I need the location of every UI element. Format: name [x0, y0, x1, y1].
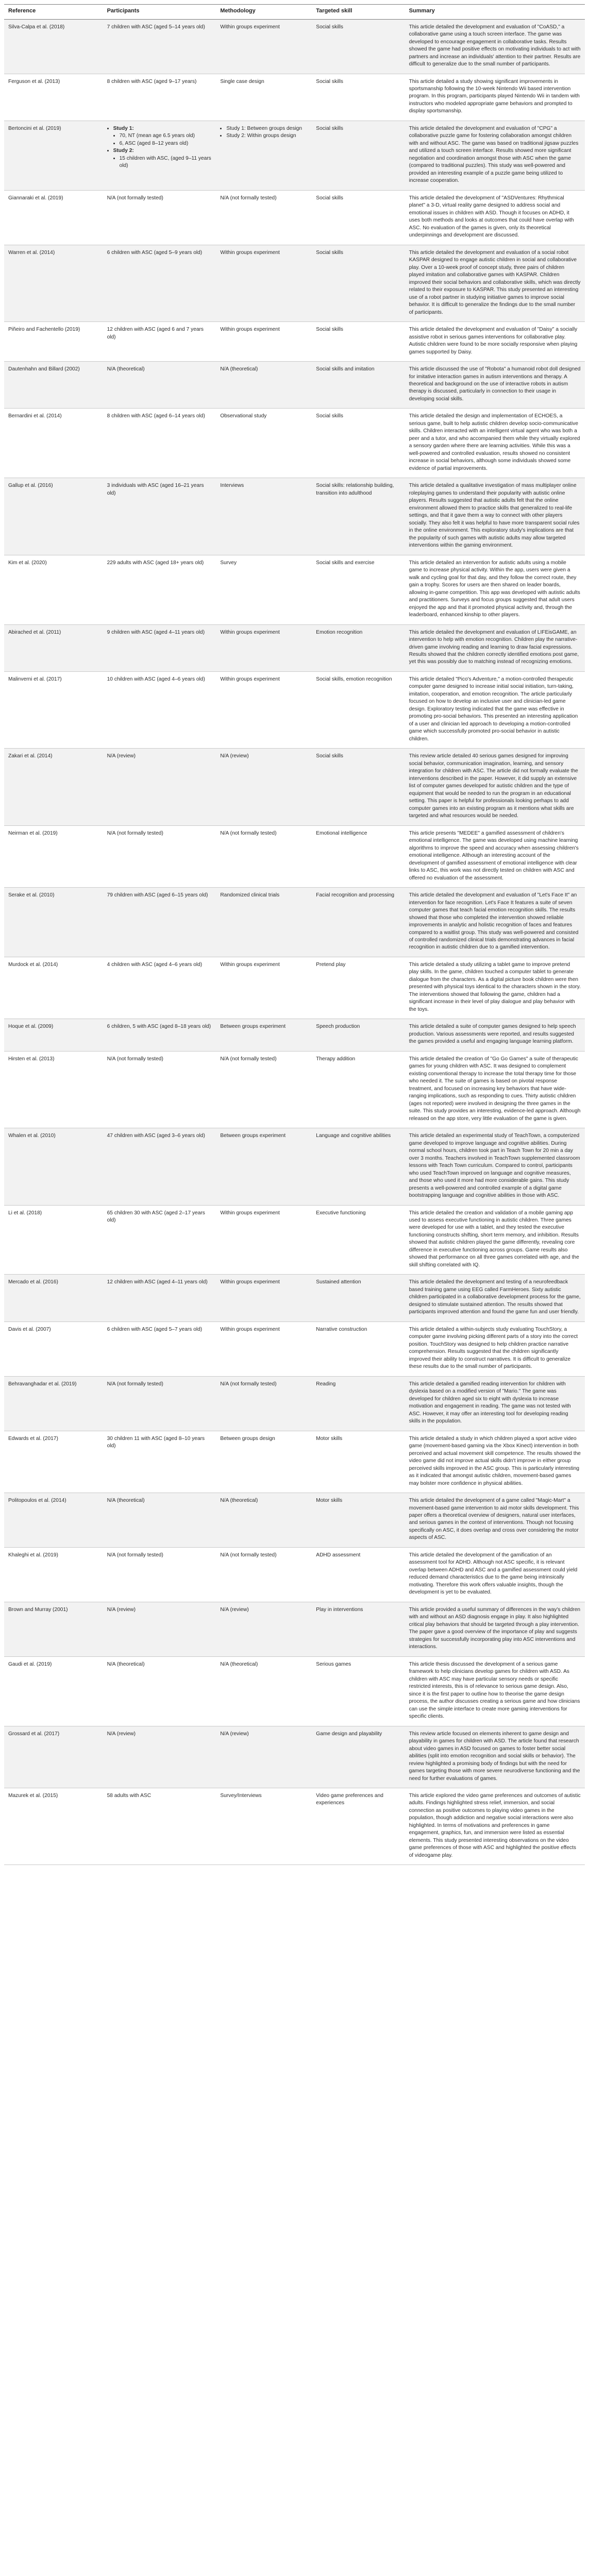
cell-reference: Silva-Calpa et al. (2018) [4, 19, 103, 74]
cell-targeted-skill: Narrative construction [312, 1321, 405, 1376]
cell-reference: Edwards et al. (2017) [4, 1431, 103, 1493]
cell-summary: This article thesis discussed the development of a serious game framework to help clinicians develop games for children with ASD. As children with ASC may have particular sensory needs or specific restricted interests, this is of relevance to serious game design. Also, since it is the first paper to outline how to theorise the game design process, the author discusses creating a serious game and how clinicians can use the simple interface to create more gaming interventions for specific clients. [405, 1656, 585, 1726]
table-row [4, 888, 585, 957]
table-row [4, 624, 585, 671]
cell-participants: 229 adults with ASC (aged 18+ years old) [103, 555, 216, 624]
table-row [4, 555, 585, 624]
participants-group [113, 125, 212, 147]
table-row [4, 1128, 585, 1205]
cell-participants: N/A (theoretical) [103, 362, 216, 409]
cell-targeted-skill: Serious games [312, 1656, 405, 1726]
cell-reference: Serake et al. (2010) [4, 888, 103, 957]
cell-reference: Ferguson et al. (2013) [4, 74, 103, 121]
cell-reference: Bernardini et al. (2014) [4, 409, 103, 478]
cell-targeted-skill: Pretend play [312, 957, 405, 1019]
table-row [4, 1205, 585, 1275]
cell-participants: N/A (review) [103, 749, 216, 825]
header-methodology: Methodology [216, 5, 312, 20]
table-row [4, 1656, 585, 1726]
table-row [4, 1493, 585, 1548]
cell-methodology: Within groups experiment [216, 957, 312, 1019]
table-row [4, 825, 585, 887]
cell-targeted-skill: ADHD assessment [312, 1547, 405, 1602]
cell-reference: Mazurek et al. (2015) [4, 1788, 103, 1865]
participants-sublist [113, 132, 212, 147]
cell-methodology: Within groups experiment [216, 19, 312, 74]
cell-participants: 47 children with ASC (aged 3–6 years old) [103, 1128, 216, 1205]
table-row [4, 121, 585, 190]
cell-methodology: Within groups experiment [216, 624, 312, 671]
cell-summary: This article detailed the development and evaluation of "Daisy" a socially assistive robot in serious games interventions for collaborative play. Autistic children were found to be more socially responsive when playing games supported by Daisy. [405, 322, 585, 362]
table-row [4, 409, 585, 478]
cell-participants: 7 children with ASC (aged 5–14 years old) [103, 19, 216, 74]
cell-targeted-skill: Social skills [312, 74, 405, 121]
cell-reference: Davis et al. (2007) [4, 1321, 103, 1376]
cell-targeted-skill: Social skills [312, 409, 405, 478]
participants-item: • 15 children with ASC, (aged 9–11 years old) [120, 155, 212, 170]
cell-summary: This article detailed the development and evaluation of "Let's Face It" an intervention for face recognition. Let's Face It features a suite of seven computer games that teach facial emotion recognition skills. The results showed that those who completed the intervention showed reliable improvements in analytic and holistic recognition of faces and features compared to a waitlist group. This study was well-powered and consisted of controlled randomized clinical trials demonstrating advances in facial recognition in autistic children due to a gamified intervention. [405, 888, 585, 957]
cell-targeted-skill: Emotional intelligence [312, 825, 405, 887]
table-row [4, 322, 585, 362]
cell-summary: This article detailed a study utilizing a tablet game to improve pretend play skills. In the game, children touched a computer tablet to generate dialogue from the characters. As a digital picture book children were then presented with physical toys identical to the characters shown in the story. The interventions showed that following the game, children had a significant increase in their level of play dialogue and play behavior with the toys. [405, 957, 585, 1019]
cell-reference: Giannaraki et al. (2019) [4, 190, 103, 245]
cell-methodology [216, 121, 312, 190]
cell-participants [103, 121, 216, 190]
table-row [4, 245, 585, 321]
cell-participants: N/A (theoretical) [103, 1656, 216, 1726]
cell-targeted-skill: Social skills [312, 245, 405, 321]
cell-summary: This article detailed the development of a game called "Magic-Mart" a movement-based game intervention to aid motor skills development. This paper offers a theoretical overview of designers, natural user interfaces, and serious games in the context of interventions. Though not focusing specifically on ASC, it does overlap and cross over considering the motor aspects of ASC. [405, 1493, 585, 1548]
cell-summary: This article detailed a qualitative investigation of mass multiplayer online roleplaying games to understand their popularity with autistic online players. Results suggested that autistic adults felt that the online environment allowed them to practice skills that generalized to real-life settings, and that it gave them a way to connect with other players socially. They also felt it was helpful to have more transparent social rules in the online environment. This exploratory study's implications are that the popularity of such games with autistic adults may allow targeted interventions within the gaming environment. [405, 478, 585, 555]
cell-reference: Bertoncini et al. (2019) [4, 121, 103, 190]
cell-participants: 58 adults with ASC [103, 1788, 216, 1865]
cell-summary: This article detailed the development and evaluation of "CoASD," a collaborative game using a touch screen interface. The game was developed to encourage engagement in collaborative tasks. Results showed the game had positive effects on motivating individuals to act with partners and increase an individuals' attention to their partner. Results are difficult to generalize due to the small number of participants. [405, 19, 585, 74]
table-row [4, 190, 585, 245]
cell-participants: 3 individuals with ASC (aged 16–21 years old) [103, 478, 216, 555]
cell-methodology: Survey [216, 555, 312, 624]
cell-reference: Whalen et al. (2010) [4, 1128, 103, 1205]
cell-summary: This article explored the video game preferences and outcomes of autistic adults. Findings highlighted stress relief, immersion, and social connection as positive outcomes to playing video games in the population, though addiction and negative social interactions were also highlighted. In terms of motivations and preferences in game engagement, graphics, fun, and immersion were listed as essential elements. This study presented interesting observations on the video game preferences of those with ASC and highlighted the positive effects of videogame play. [405, 1788, 585, 1865]
cell-reference: Brown and Murray (2001) [4, 1602, 103, 1656]
cell-methodology: Within groups experiment [216, 245, 312, 321]
cell-summary: This article detailed the development and evaluation of a social robot KASPAR designed to engage autistic children in social and collaborative play. Over a 10-week proof of concept study, three pairs of children played imitation and collaborative games with KASPAR. Children improved their social behaviors and collaborative skills, which was directly related to their exposure to KASPAR. This study presented an interesting use of a robot partner in studying initiative games to improve social behavior. It is difficult to generalize the findings due to the small number of participants. [405, 245, 585, 321]
cell-participants: 6 children, 5 with ASC (aged 8–18 years old) [103, 1019, 216, 1051]
cell-participants: 8 children with ASC (aged 6–14 years old) [103, 409, 216, 478]
participants-sublist [113, 155, 212, 170]
cell-participants: N/A (review) [103, 1602, 216, 1656]
cell-participants: N/A (not formally tested) [103, 825, 216, 887]
cell-reference: Hoque et al. (2009) [4, 1019, 103, 1051]
cell-methodology: N/A (review) [216, 749, 312, 825]
cell-participants: 65 children 30 with ASC (aged 2–17 years old) [103, 1205, 216, 1275]
cell-methodology: N/A (not formally tested) [216, 825, 312, 887]
cell-methodology: Single case design [216, 74, 312, 121]
cell-participants: 79 children with ASC (aged 6–15 years old) [103, 888, 216, 957]
cell-targeted-skill: Social skills: relationship building, transition into adulthood [312, 478, 405, 555]
cell-participants: N/A (review) [103, 1726, 216, 1788]
header-participants: Participants [103, 5, 216, 20]
cell-reference: Warren et al. (2014) [4, 245, 103, 321]
cell-summary: This article detailed the development of the gamification of an assessment tool for ADHD. Although not ASC specific, it is relevant overlap between ADHD and ASC and a gamified assessment could yield reduced demand characteristics due to the game being intrinsically motivating. Therefore this work offers valuable insights, though the development is yet to be evaluated. [405, 1547, 585, 1602]
cell-targeted-skill: Motor skills [312, 1493, 405, 1548]
cell-summary: This article detailed an experimental study of TeachTown, a computerized game developed to improve language and cognitive abilities. During normal school hours, children took part in Teach Town for 20 min a day over 3 months. Teachers involved in TeachTown supplemented classroom lessons with Teach Town curriculum. Compared to control, participants who used TeachTown improved on language and cognitive measures, and those who used it more had more considerable gains. This study presents a well-powered and controlled example of a digital game bootstrapping language and cognitive abilities in those with ASC. [405, 1128, 585, 1205]
cell-reference: Dautenhahn and Billard (2002) [4, 362, 103, 409]
cell-reference: Behravanghadar et al. (2019) [4, 1376, 103, 1431]
cell-targeted-skill: Social skills, emotion recognition [312, 671, 405, 748]
cell-methodology: Between groups experiment [216, 1128, 312, 1205]
cell-targeted-skill: Social skills [312, 322, 405, 362]
cell-targeted-skill: Game design and playability [312, 1726, 405, 1788]
cell-summary: This article detailed the creation of "Go Go Games" a suite of therapeutic games for young children with ASC. It was designed to complement existing conventional therapy to increase the total therapy time for those who needed it. The suite of games is based on pivotal response treatment, and focused on increasing key behaviors that have wide-ranging implications, such as responding to cues. Thirty autistic children (ages not reported) were involved in designing the three games in the suite. This study provides an interesting, evidence-led approach. Although released on the app store, very little evaluation of the game is given. [405, 1051, 585, 1128]
table-body [4, 19, 585, 1865]
cell-summary: This review article detailed 40 serious games designed for improving social behavior, communication imagination, learning, and sensory integration for children with ASC. The article did not formally evaluate the interventions described in the paper. However, it did supply an extensive list of computer games developed for autistic children and the type of equipment that would be needed to run the program in an educational setting. This paper is helpful for professionals looking perhaps to add computer games into an existing program as it mentions what skills are targeted and what resources would be needed. [405, 749, 585, 825]
cell-summary: This article detailed the creation and validation of a mobile gaming app used to assess executive functioning in autistic children. Three games were developed for use with a tablet, and they tested the executive functioning constructs shifting, short term memory, and inhibition. Results showed that autistic children played the game differently, revealing core difference in executive functioning across groups. Game results also showed that performance on all three games correlated with age, and the skill shifting correlated with IQ. [405, 1205, 585, 1275]
cell-methodology: Within groups experiment [216, 1321, 312, 1376]
cell-summary: This article discussed the use of "Robota" a humanoid robot doll designed for imitative interaction games in autism interventions and therapy. A theoretical and background on the use of interactive robots in autism therapy is discussed, particularly in connection to their usage in developing social skills. [405, 362, 585, 409]
participants-list [107, 125, 212, 170]
header-targeted-skill: Targeted skill [312, 5, 405, 20]
cell-methodology: N/A (theoretical) [216, 1493, 312, 1548]
cell-targeted-skill: Social skills and imitation [312, 362, 405, 409]
table-row [4, 362, 585, 409]
cell-targeted-skill: Executive functioning [312, 1205, 405, 1275]
cell-participants: N/A (theoretical) [103, 1493, 216, 1548]
cell-methodology: N/A (not formally tested) [216, 1376, 312, 1431]
table-row [4, 957, 585, 1019]
cell-targeted-skill: Language and cognitive abilities [312, 1128, 405, 1205]
table-row [4, 671, 585, 748]
cell-summary: This article detailed a study in which children played a sport active video game (movement-based gaming via the Xbox Kinect) intervention in both perceived and actual movement skill competence. The results showed the video game did not improve actual skills didn't improve in either group perceived skills improved in the ASC group. This is particularly interesting as it indicated that amongst autistic children, movement-based games may bolster more confidence in physical abilities. [405, 1431, 585, 1493]
cell-participants: N/A (not formally tested) [103, 190, 216, 245]
methodology-list [220, 125, 308, 140]
cell-methodology: Between groups experiment [216, 1019, 312, 1051]
references-table-wrapper [4, 4, 585, 1865]
participants-item: • 6, ASC (aged 8–12 years old) [120, 140, 212, 147]
cell-methodology: N/A (not formally tested) [216, 1547, 312, 1602]
cell-summary: This article detailed the development of "ASDVentures: Rhythmical planet" a 3-D, virtual reality game designed to address social and emotional issues in children with ASD. Though it focuses on ADHD, it uses both methods and looks at outcomes that could have overlap with ASC. No evaluation of the games is given, only its theoretical underpinnings and development are discussed. [405, 190, 585, 245]
cell-participants: 30 children 11 with ASC (aged 8–10 years old) [103, 1431, 216, 1493]
cell-reference: Piñeiro and Fachentello (2019) [4, 322, 103, 362]
cell-methodology: Between groups design [216, 1431, 312, 1493]
table-row [4, 1275, 585, 1321]
table-row [4, 1019, 585, 1051]
methodology-item: • Study 2: Within groups design [226, 132, 308, 140]
cell-methodology: N/A (not formally tested) [216, 1051, 312, 1128]
table-row [4, 1547, 585, 1602]
cell-summary: This article provided a useful summary of differences in the way's children with and without an ASD diagnosis engage in play. It also highlighted critical play behaviors that should be targeted through a play intervention. The paper gave a good overview of the importance of play and suggests strategies for successfully incorporating play into ASC interventions and interactions. [405, 1602, 585, 1656]
cell-methodology: Within groups experiment [216, 1275, 312, 1321]
cell-methodology: Interviews [216, 478, 312, 555]
table-row [4, 1431, 585, 1493]
cell-methodology: Randomized clinical trials [216, 888, 312, 957]
cell-reference: Grossard et al. (2017) [4, 1726, 103, 1788]
cell-participants: 9 children with ASC (aged 4–11 years old) [103, 624, 216, 671]
table-row [4, 74, 585, 121]
cell-methodology: Survey/Interviews [216, 1788, 312, 1865]
cell-targeted-skill: Speech production [312, 1019, 405, 1051]
cell-targeted-skill: Play in interventions [312, 1602, 405, 1656]
cell-participants: N/A (not formally tested) [103, 1376, 216, 1431]
cell-targeted-skill: Social skills [312, 749, 405, 825]
cell-summary: This article detailed an intervention for autistic adults using a mobile game to increase physical activity. Within the app, users were given a walk and cycling goal for that day, and they follow the correct route, they gain a trophy. Scores for users are then shared on leader boards, allowing in-game competition. This app was developed with autistic adults and practitioners. Surveys and focus groups suggested that adult users enjoyed the app and that it promoted physical activity and, through the leaderboard, enhanced kinship to other players. [405, 555, 585, 624]
cell-participants: 6 children with ASC (aged 5–9 years old) [103, 245, 216, 321]
cell-targeted-skill: Social skills [312, 19, 405, 74]
references-table [4, 4, 585, 1865]
cell-reference: Kim et al. (2020) [4, 555, 103, 624]
cell-summary: This article detailed a study showing significant improvements in sportsmanship following the 10-week Nintendo Wii based intervention program. In this program, participants played Nintendo Wii in tandem with instructors who modeled appropriate game behaviors and prompted to display sportsmanship. [405, 74, 585, 121]
cell-summary: This article detailed the development and evaluation of LIFEisGAME, an intervention to help with emotion recognition. Children play the narrative-driven game involving reading and learning to draw facial expressions. Results showed that the children correctly identified emotions post game, yet this was possibly due to matching instead of recognizing emotions. [405, 624, 585, 671]
cell-summary: This article detailed the design and implementation of ECHOES, a serious game, built to help autistic children develop socio-communicative skills. Children interacted with an intelligent virtual agent who was both a peer and a tutor, and who accompanied them while they virtually explored a sensory garden where there are learning activities. While this was a well-powered and controlled evaluation, results showed no consistent increase in social behaviors, although some individuals showed some evidence of partial improvements. [405, 409, 585, 478]
cell-reference: Abirached et al. (2011) [4, 624, 103, 671]
cell-targeted-skill: Facial recognition and processing [312, 888, 405, 957]
cell-summary: This review article focused on elements inherent to game design and playability in games for children with ASD. The article found that research about video games in ASD focused on games to foster better social abilities (split into emotion recognition and social skills or behavior). The review highlighted a promising body of findings but with the need for games targeting those with more severe neurodiverse functioning and the need for further evaluations of games. [405, 1726, 585, 1788]
cell-reference: Zakari et al. (2014) [4, 749, 103, 825]
cell-targeted-skill: Social skills and exercise [312, 555, 405, 624]
cell-participants: 6 children with ASC (aged 5–7 years old) [103, 1321, 216, 1376]
cell-reference: Politopoulos et al. (2014) [4, 1493, 103, 1548]
table-row [4, 749, 585, 825]
cell-reference: Neirman et al. (2019) [4, 825, 103, 887]
methodology-item: • Study 1: Between groups design [226, 125, 308, 132]
participants-group [113, 147, 212, 170]
table-row [4, 1602, 585, 1656]
cell-reference: Hirsten et al. (2013) [4, 1051, 103, 1128]
cell-participants: 10 children with ASC (aged 4–6 years old) [103, 671, 216, 748]
cell-targeted-skill: Therapy addition [312, 1051, 405, 1128]
cell-targeted-skill: Reading [312, 1376, 405, 1431]
cell-targeted-skill: Emotion recognition [312, 624, 405, 671]
participants-group-label: Study 2: [113, 148, 134, 154]
cell-participants: 12 children with ASC (aged 4–11 years old) [103, 1275, 216, 1321]
header-reference: Reference [4, 5, 103, 20]
cell-participants: 4 children with ASC (aged 4–6 years old) [103, 957, 216, 1019]
cell-reference: Khaleghi et al. (2019) [4, 1547, 103, 1602]
cell-methodology: Within groups experiment [216, 1205, 312, 1275]
cell-methodology: N/A (not formally tested) [216, 190, 312, 245]
table-header [4, 5, 585, 20]
cell-methodology: Observational study [216, 409, 312, 478]
cell-participants: 8 children with ASC (aged 9–17 years) [103, 74, 216, 121]
cell-targeted-skill: Video game preferences and experiences [312, 1788, 405, 1865]
cell-summary: This article detailed a within-subjects study evaluating TouchStory, a computer game involving picking different parts of a story into the correct position. TouchStory was designed to help children practice narrative comprehension. Results suggested that the children significantly improved their ability to construct narratives. It is difficult to generalize these results due to the small number of participants. [405, 1321, 585, 1376]
table-row [4, 1321, 585, 1376]
cell-targeted-skill: Social skills [312, 190, 405, 245]
table-row [4, 1051, 585, 1128]
cell-participants: 12 children with ASC (aged 6 and 7 years old) [103, 322, 216, 362]
cell-methodology: Within groups experiment [216, 322, 312, 362]
cell-methodology: N/A (theoretical) [216, 1656, 312, 1726]
cell-reference: Li et al. (2018) [4, 1205, 103, 1275]
cell-summary: This article detailed a suite of computer games designed to help speech production. Various assessments were reported, and results suggested the games provided a useful and engaging language learning platform. [405, 1019, 585, 1051]
cell-methodology: N/A (review) [216, 1602, 312, 1656]
participants-item: • 70, NT (mean age 6.5 years old) [120, 132, 212, 140]
cell-reference: Murdock et al. (2014) [4, 957, 103, 1019]
cell-reference: Malinverni et al. (2017) [4, 671, 103, 748]
cell-summary: This article detailed the development and evaluation of "CPG" a collaborative puzzle game for fostering collaboration amongst children with and without ASC. The game was based on traditional jigsaw puzzles and utilized a touch screen interface. Results showed more significant negotiation and coordination amongst those with ASC when the game (compared to traditional puzzles). This study was well-powered and provided an interesting example of a puzzle game being utilized to increase cooperation. [405, 121, 585, 190]
table-row [4, 1376, 585, 1431]
cell-summary: This article detailed the development and testing of a neurofeedback based training game using EEG called FarmHeroes. Sixty autistic children participated in a collaborative development process for the game, designed to stimulate sustained attention. The results showed that participants improved attention and found the game fun and user friendly. [405, 1275, 585, 1321]
cell-methodology: Within groups experiment [216, 671, 312, 748]
table-row [4, 1726, 585, 1788]
table-row [4, 1788, 585, 1865]
cell-participants: N/A (not formally tested) [103, 1051, 216, 1128]
cell-targeted-skill: Sustained attention [312, 1275, 405, 1321]
cell-targeted-skill: Social skills [312, 121, 405, 190]
cell-targeted-skill: Motor skills [312, 1431, 405, 1493]
cell-summary: This article presents "MEDEE" a gamified assessment of children's emotional intelligence. The game was developed using machine learning algorithms to improve the speed and accuracy when assessing children's emotional intelligence. Although an interesting account of the development of gamified assessment of emotional intelligence with clear links to ASC, this work was not directly tested on children with ASC and offered no evaluation of the assessment. [405, 825, 585, 887]
cell-participants: N/A (not formally tested) [103, 1547, 216, 1602]
cell-reference: Gallup et al. (2016) [4, 478, 103, 555]
header-row [4, 5, 585, 20]
participants-group-label: Study 1: [113, 125, 134, 131]
cell-summary: This article detailed a gamified reading intervention for children with dyslexia based on a modified version of "Mario." The game was developed for children aged six to eight with dyslexia to increase motivation and engagement in reading. The game was not tested with ASC. However, it may offer an interesting tool for developing reading skills in the population. [405, 1376, 585, 1431]
cell-summary: This article detailed "Pico's Adventure," a motion-controlled therapeutic computer game designed to increase initial social initiation, turn-taking, imitation, cooperation, and emotion recognition. The article particularly focused on how to develop an inclusive user and clinician-led game design. Exploratory testing indicated that the game was effective in promoting pro-social behaviors. This presented an interesting application of a user and clinician led approach to developing a motion-controlled game which successfully promoted pro-social behavior in autistic children. [405, 671, 585, 748]
table-row [4, 19, 585, 74]
cell-methodology: N/A (theoretical) [216, 362, 312, 409]
cell-reference: Gaudi et al. (2019) [4, 1656, 103, 1726]
header-summary: Summary [405, 5, 585, 20]
table-row [4, 478, 585, 555]
cell-reference: Mercado et al. (2016) [4, 1275, 103, 1321]
cell-methodology: N/A (review) [216, 1726, 312, 1788]
